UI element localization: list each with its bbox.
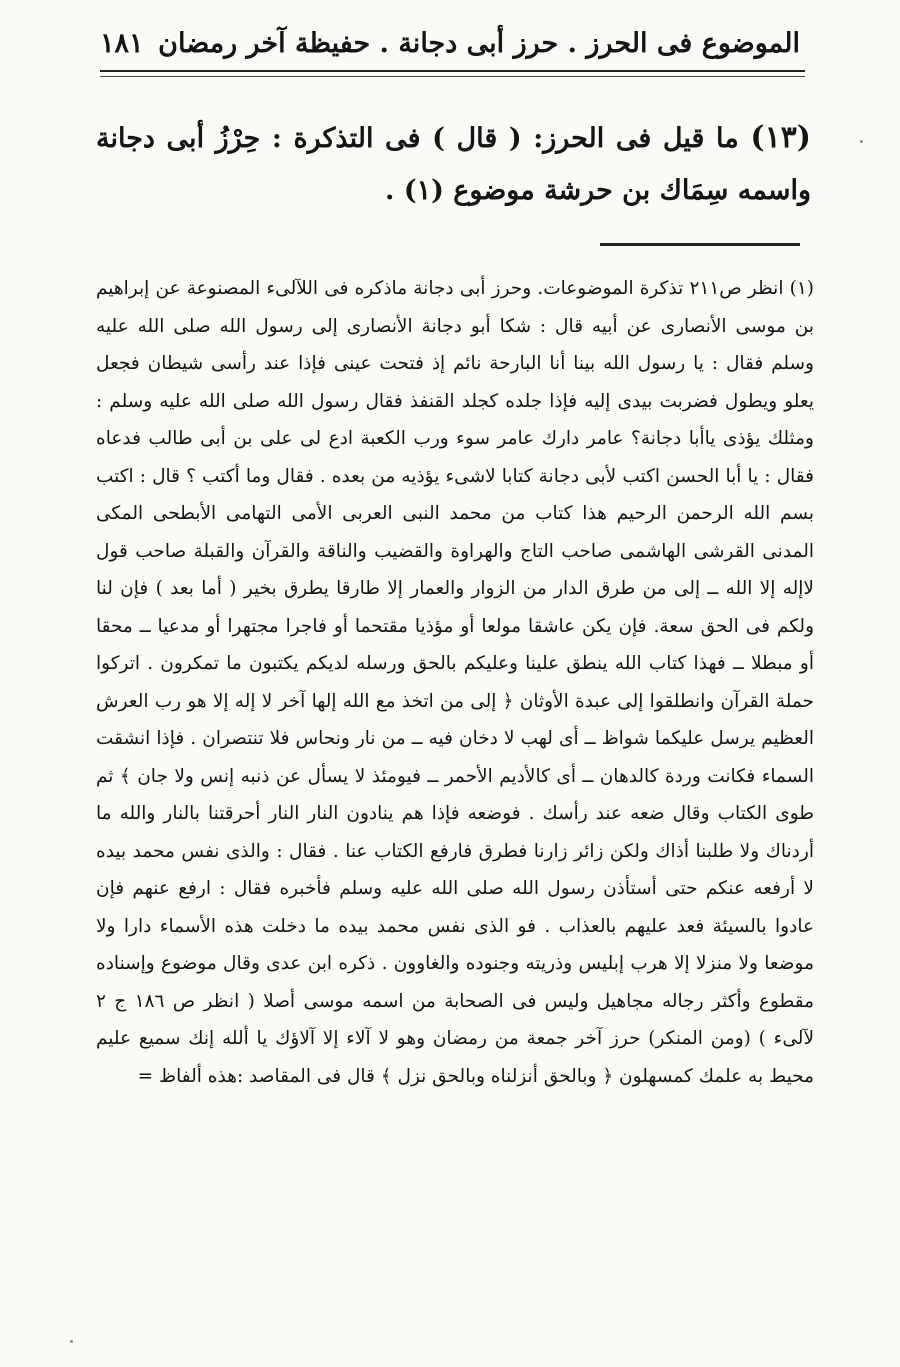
header-rule-thin — [100, 76, 805, 77]
footnote-text: (١) انظر ص٢١١ تذكرة الموضوعات. وحرز أبى دجانة ماذكره فى اللآلىء المصنوعة عن إبراهيم بن موسى الأنصارى عن أبيه قال : شكا أبو دجانة الأنصارى إلى رسول الله صلى الله عليه وسلم فقال : يا رسول الله بينا أنا البارحة نائم إذ فتحت عينى فإذا عند رأسى شيطان فجعل يعلو ويطول فضربت بيدى إليه فإذا جلده كجلد القنفذ فقال رسول الله صلى الله عليه وسلم : ومثلك يؤذى ياأبا دجانة؟ عامر دارك عامر سوء ورب الكعبة ادع لى على بن أبى طالب فدعاه فقال : يا أبا الحسن اكتب لأبى دجانة كتابا لاشىء يؤذيه من بعده . فقال وما أكتب ؟ قال : اكتب بسم الله الرحمن الرحيم هذا كتاب من محمد النبى العربى الأمى التهامى الأبطحى المكى المدنى القرشى الهاشمى صاحب التاج والهراوة والقضيب والناقة والقرآن والقبلة صاحب قول لاإله إلا الله ــ إلى من طرق الدار من الزوار والعمار إلا طارقا يطرق بخير ( أما بعد ) فإن لنا ولكم فى الحق سعة. فإن يكن عاشقا مولعا أو مؤذيا مقتحما أو فاجرا مجتهرا أو مدعيا ــ محقا أو مبطلا ــ فهذا كتاب الله ينطق علينا وعليكم بالحق ورسله لديكم يكتبون ما تمكرون . اتركوا حملة القرآن وانطلقوا إلى عبدة الأوثان ﴿ إلى من اتخذ مع الله إلها آخر لا إله إلا هو رب العرش العظيم يرسل عليكما شواظ ــ أى لهب لا دخان فيه ــ من نار ونحاس فلا تنتصران . فإذا انشقت السماء فكانت وردة كالدهان ــ أى كالأديم الأحمر ــ فيومئذ لا يسأل عن ذنبه إنس ولا جان ﴾ ثم طوى الكتاب وقال ضعه عند رأسك . فوضعه فإذا هم ينادون النار النار أحرقتنا بالنار والله ما أردناك ولا طلبنا أذاك ولكن زائر زارنا فطرق فارفع الكتاب عنا . فقال : والذى نفس محمد بيده لا أرفعه عنكم حتى أستأذن رسول الله صلى الله عليه وسلم فأخبره فقال : ارفع عنهم فإن عادوا بالسيئة فعد عليهم بالعذاب . فو الذى نفس محمد بيده ما دخلت هذه الأسماء دارا ولا موضعا ولا منزلا إلا هرب إبليس وذريته وجنوده والغاوون . ذكره ابن عدى وقال موضوع وإسناده مقطوع وأكثر رجاله مجاهيل وليس فى الصحابة من اسمه موسى أصلا ( انظر ص ١٨٦ ج ٢ لآلىء ) (ومن المنكر) حرز آخر جمعة من رمضان وهو لا آلاء إلا آلاؤك يا ألله إنك سميع عليم محيط به علمك كمسهلون ﴿ وبالحق أنزلناه وبالحق نزل ﴾ قال فى المقاصد :هذه ألفاظ = — [96, 278, 814, 1087]
page-number: ١٨١ — [100, 27, 144, 59]
scan-speck — [860, 140, 863, 143]
running-header — [100, 22, 800, 64]
footnote — [96, 270, 814, 1095]
header-rule — [100, 70, 805, 72]
scan-speck — [70, 1340, 73, 1343]
footnote-separator — [600, 243, 800, 246]
entry-text: ما قيل فى الحرز: ( قال ) فى التذكرة : حِرْزُ أبى دجانة واسمه سِمَاك بن حرشة موضوع (١) . — [96, 123, 811, 206]
entry-13 — [96, 112, 811, 217]
running-title: الموضوع فى الحرز . حرز أبى دجانة . حفيظة آخر رمضان — [158, 27, 800, 59]
entry-number: (١٣) — [750, 120, 811, 155]
